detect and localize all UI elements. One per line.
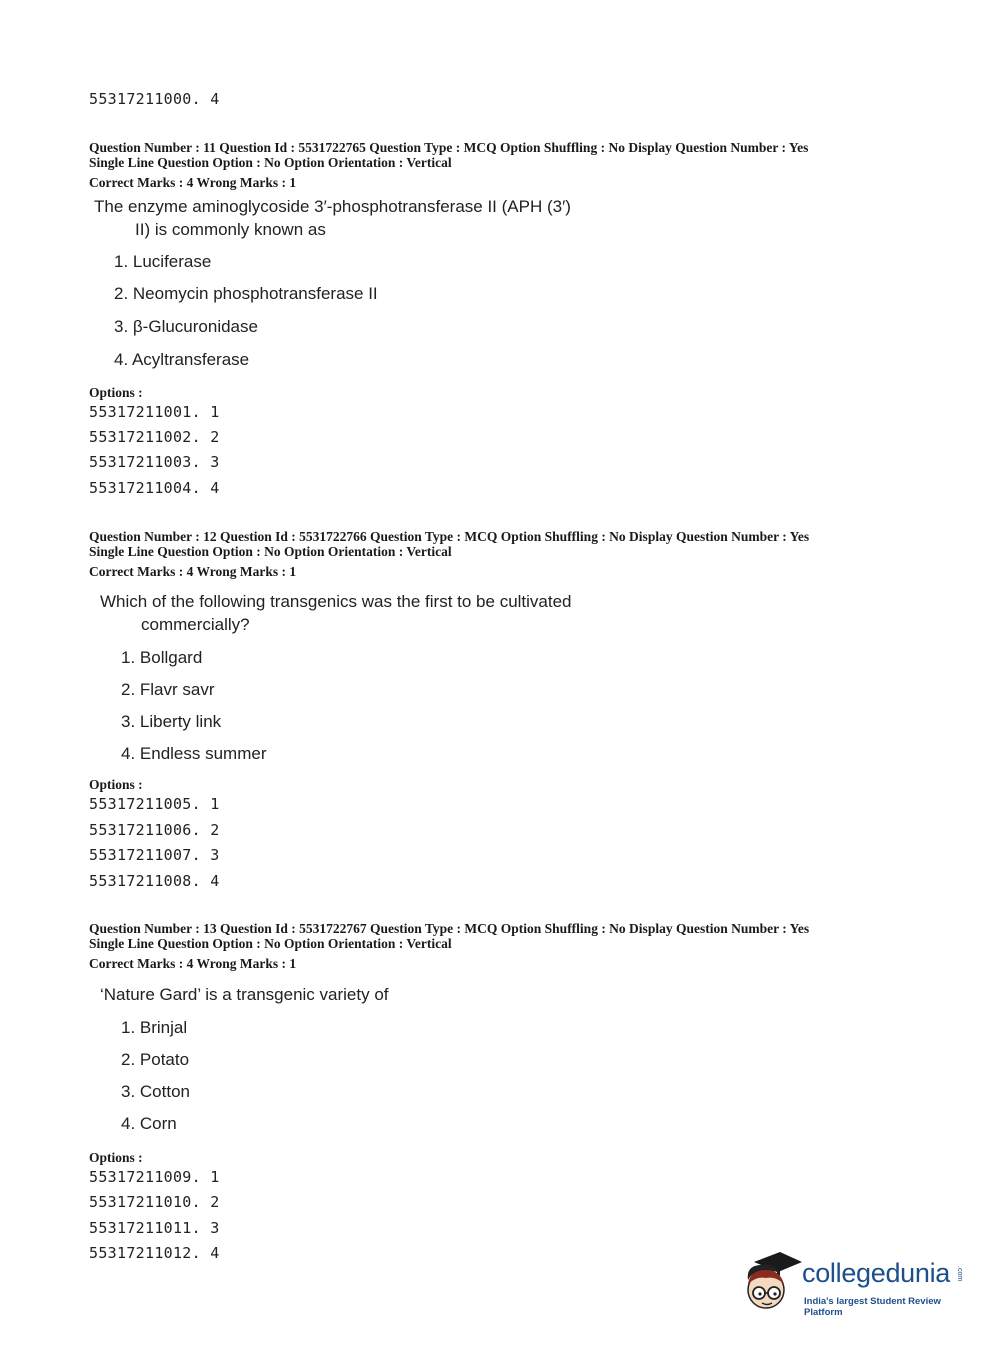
option-id: 55317211009. 1 bbox=[89, 1168, 220, 1186]
option-id: 55317211002. 2 bbox=[89, 428, 220, 446]
choice: 3. Cotton bbox=[121, 1082, 190, 1101]
choice: 3. β-Glucuronidase bbox=[114, 317, 258, 336]
logo-domain: .com bbox=[956, 1266, 963, 1282]
option-id: 55317211010. 2 bbox=[89, 1193, 220, 1211]
question-text-cont: II) is commonly known as bbox=[135, 220, 326, 239]
option-id: 55317211006. 2 bbox=[89, 821, 220, 839]
choice: 4. Endless summer bbox=[121, 744, 267, 763]
question-meta: Question Number : 13 Question Id : 5531722767 Question Type : MCQ Option Shuffling : No Display Question Number : Yes bbox=[89, 921, 810, 936]
choice: 4. Acyltransferase bbox=[114, 350, 250, 369]
question-marks: Correct Marks : 4 Wrong Marks : 1 bbox=[89, 564, 297, 579]
choice: 2. Potato bbox=[121, 1050, 190, 1069]
option-id: 55317211007. 3 bbox=[89, 846, 220, 864]
question-text: ‘Nature Gard’ is a transgenic variety of bbox=[100, 985, 389, 1004]
question-text-cont: commercially? bbox=[141, 615, 250, 634]
mascot-icon bbox=[740, 1248, 802, 1318]
option-id: 55317211004. 4 bbox=[89, 479, 220, 497]
logo-tagline: India's largest Student Review Platform bbox=[804, 1296, 941, 1318]
choice: 1. Bollgard bbox=[121, 648, 203, 667]
question-text: The enzyme aminoglycoside 3′-phosphotransferase II (APH (3′) bbox=[94, 197, 571, 216]
question-text: Which of the following transgenics was the first to be cultivated bbox=[100, 592, 572, 611]
question-meta: Question Number : 12 Question Id : 5531722766 Question Type : MCQ Option Shuffling : No Display Question Number : Yes bbox=[89, 529, 810, 544]
question-meta-options: Single Line Question Option : No Option Orientation : Vertical bbox=[89, 936, 452, 951]
option-id: 55317211011. 3 bbox=[89, 1219, 220, 1237]
option-id: 55317211005. 1 bbox=[89, 795, 220, 813]
option-id: 55317211000. 4 bbox=[89, 90, 220, 108]
choice: 1. Brinjal bbox=[121, 1018, 188, 1037]
choice: 4. Corn bbox=[121, 1114, 177, 1133]
options-label: Options : bbox=[89, 385, 143, 400]
question-meta-options: Single Line Question Option : No Option Orientation : Vertical bbox=[89, 544, 452, 559]
options-label: Options : bbox=[89, 777, 143, 792]
choice: 2. Neomycin phosphotransferase II bbox=[114, 284, 378, 303]
option-id: 55317211001. 1 bbox=[89, 403, 220, 421]
logo-wordmark: collegedunia bbox=[802, 1258, 951, 1288]
question-marks: Correct Marks : 4 Wrong Marks : 1 bbox=[89, 175, 297, 190]
option-id: 55317211003. 3 bbox=[89, 453, 220, 471]
question-marks: Correct Marks : 4 Wrong Marks : 1 bbox=[89, 956, 297, 971]
options-label: Options : bbox=[89, 1150, 143, 1165]
choice: 3. Liberty link bbox=[121, 712, 222, 731]
collegedunia-logo bbox=[740, 1248, 970, 1318]
question-meta-options: Single Line Question Option : No Option Orientation : Vertical bbox=[89, 155, 452, 170]
choice: 2. Flavr savr bbox=[121, 680, 215, 699]
option-id: 55317211008. 4 bbox=[89, 872, 220, 890]
question-meta: Question Number : 11 Question Id : 5531722765 Question Type : MCQ Option Shuffling : No Display Question Number : Yes bbox=[89, 140, 809, 155]
option-id: 55317211012. 4 bbox=[89, 1244, 220, 1262]
choice: 1. Luciferase bbox=[114, 252, 212, 271]
